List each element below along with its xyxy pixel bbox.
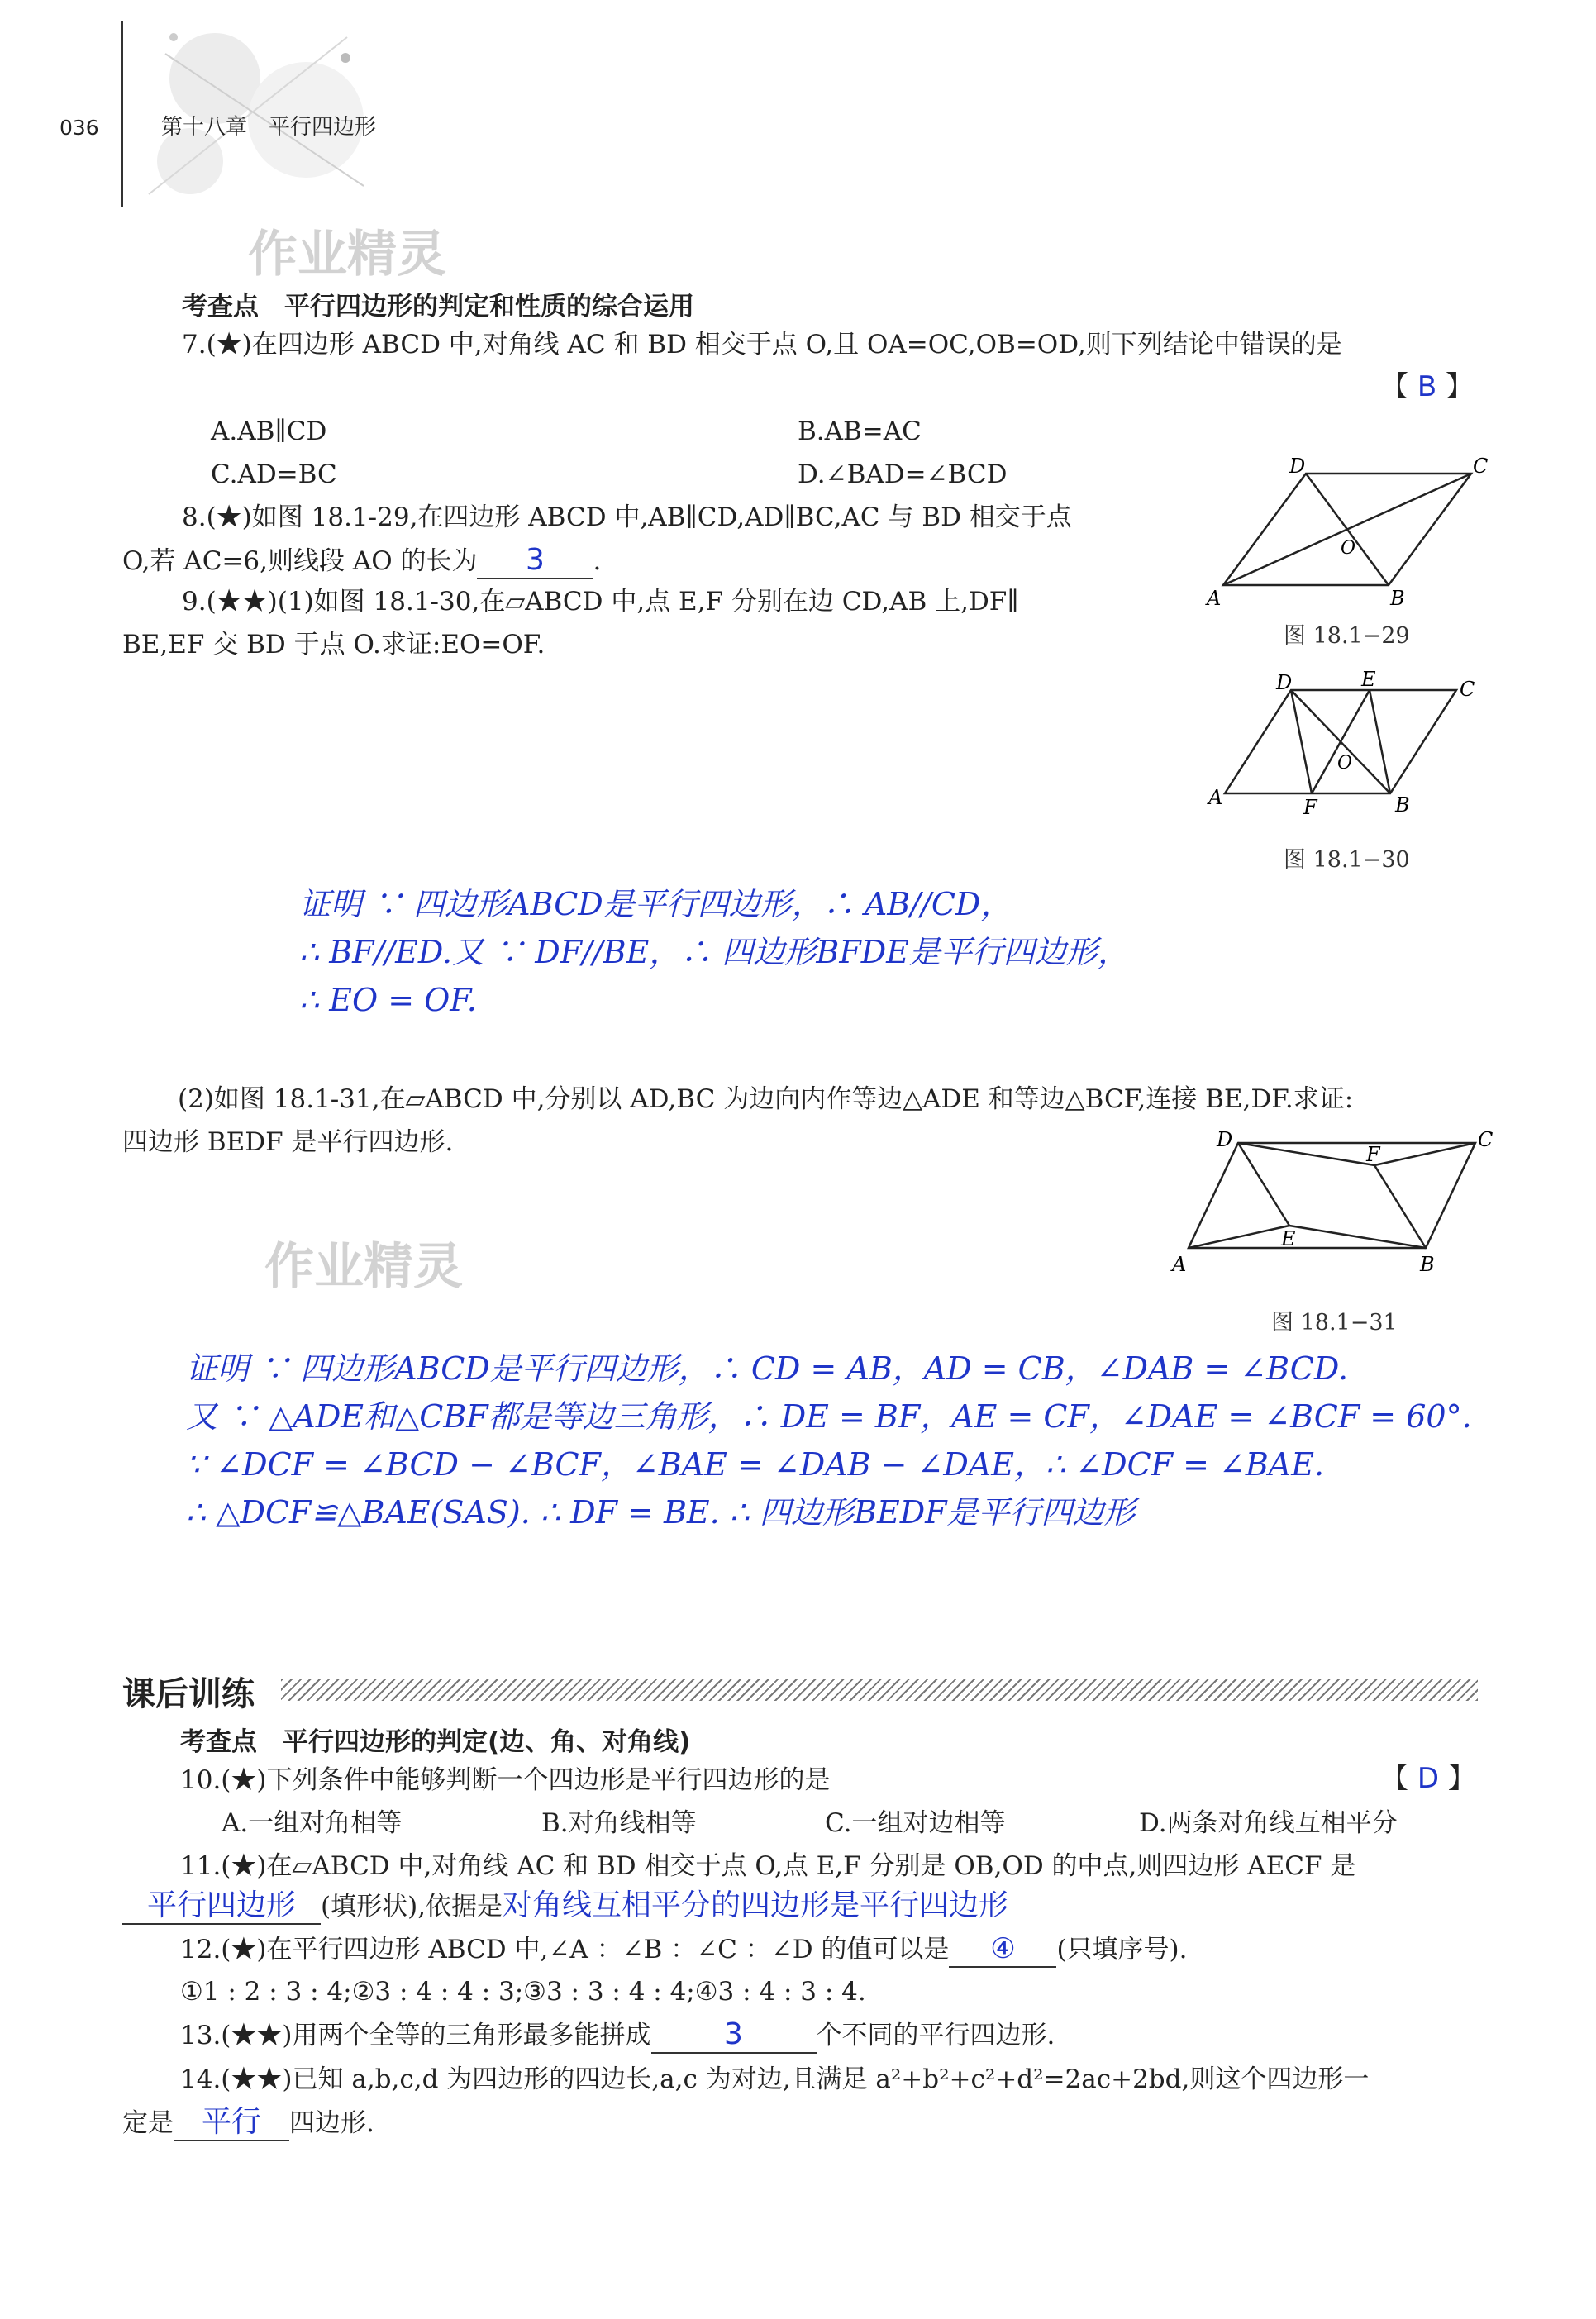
q7-answer: B [1417,370,1437,403]
q11-answer2: 对角线互相平分的四边形是平行四边形 [503,1888,1009,1922]
q14-suffix: 四边形. [289,2108,374,2138]
proof2-line3: ∵ ∠DCF = ∠BCD − ∠BCF，∠BAE = ∠DAB − ∠DAE，∴ ∠DCF = ∠BAE. [186,1446,1325,1483]
header-rule [121,21,123,207]
q14-prefix: 定是 [122,2108,174,2138]
fig31-caption: 图 18.1−31 [1271,1310,1398,1336]
q7-option-c: C.AD=BC [211,460,337,489]
fig31-label-a: A [1172,1253,1187,1276]
q13-suffix: 个不同的平行四边形. [816,2021,1055,2050]
q13-line [180,2018,1055,2054]
proof1-line3: ∴ EO = OF. [299,982,477,1018]
fig30-label-e: E [1361,668,1376,691]
fig31-segment-cf [1374,1143,1475,1165]
fig29-label-d: D [1289,455,1306,478]
fig29-label-c: C [1473,455,1489,478]
figure-18-1-29 [1207,453,1496,618]
fig30-label-f: F [1303,796,1317,819]
fig30-label-c: C [1460,678,1475,701]
q12-options: ①1 : 2 : 3 : 4;②3 : 4 : 4 : 3;③3 : 3 : 4 : 4;④3 : 4 : 3 : 4. [180,1977,866,2007]
q11-answer1: 平行四边形 [146,1888,296,1922]
q10-option-a: A.一组对角相等 [222,1808,403,1838]
q9-line1: 9.(★★)(1)如图 18.1-30,在▱ABCD 中,点 E,F 分别在边 CD,AB 上,DF∥ [182,587,1019,617]
q10-option-d: D.两条对角线互相平分 [1139,1808,1398,1838]
q8-line2: O,若 AC=6,则线段 AO 的长为 3 . [122,544,601,579]
q14-line2 [122,2106,374,2141]
fig30-segment-be [1370,690,1390,793]
fig30-label-b: B [1395,793,1410,817]
section2-hatch [281,1679,1478,1701]
fig29-label-a: A [1207,587,1222,610]
q9-line2: BE,EF 交 BD 于点 O.求证:EO=OF. [122,630,545,660]
q11-line2 [122,1889,1008,1925]
page-number: 036 [60,116,99,140]
fig29-label-b: B [1390,587,1405,610]
proof2-line4: ∴ △DCF≌△BAE(SAS). ∴ DF = BE. ∴ 四边形BEDF是平行四边形 [186,1494,1136,1531]
q7-stem: 7.(★)在四边形 ABCD 中,对角线 AC 和 BD 相交于点 O,且 OA=OC,OB=OD,则下列结论中错误的是 [182,330,1342,360]
q9-part2-line2: 四边形 BEDF 是平行四边形. [122,1127,454,1157]
q8-line2-text: O,若 AC=6,则线段 AO 的长为 [122,546,478,576]
fig31-segment-be [1289,1226,1426,1248]
q12-prefix: 12.(★)在平行四边形 ABCD 中,∠A ：∠B ：∠C ：∠D 的值可以是 [180,1935,950,1964]
watermark: 作业精灵 [248,226,446,283]
q11-mid: (填形状),依据是 [321,1892,503,1921]
fig30-label-o: O [1337,753,1353,774]
section-heading: 考查点 平行四边形的判定和性质的综合运用 [182,292,694,321]
q14-line1: 14.(★★)已知 a,b,c,d 为四边形的四边长,a,c 为对边,且满足 a²+b²+c²+d²=2ac+2bd,则这个四边形一 [180,2064,1370,2094]
q12-answer: ④ [990,1932,1016,1965]
q8-line1: 8.(★)如图 18.1-29,在四边形 ABCD 中,AB∥CD,AD∥BC,AC 与 BD 相交于点 [182,502,1072,532]
q7-option-a: A.AB∥CD [211,417,327,446]
fig29-label-o: O [1341,538,1356,559]
q12-suffix: (只填序号). [1056,1935,1188,1964]
q10-answer: D [1417,1762,1439,1795]
q10-stem: 10.(★)下列条件中能够判断一个四边形是平行四边形的是 [180,1765,831,1795]
section2-heading: 考查点 平行四边形的判定(边、角、对角线) [180,1727,691,1757]
fig31-segment-ae [1189,1226,1289,1248]
q7-option-d: D.∠BAD=∠BCD [798,460,1008,489]
fig31-label-f: F [1366,1143,1380,1166]
fig31-label-e: E [1281,1227,1296,1250]
figure-18-1-31 [1174,1128,1496,1281]
watermark-2: 作业精灵 [264,1238,463,1296]
q10-answer-box: 【 D 】 [1380,1762,1476,1795]
fig30-caption: 图 18.1−30 [1284,847,1410,873]
fig29-diagonal-bd [1306,474,1389,585]
q9-part2-line1: (2)如图 18.1-31,在▱ABCD 中,分别以 AD,BC 为边向内作等边△ADE 和等边△BCF,连接 BE,DF.求证: [178,1084,1354,1114]
q13-prefix: 13.(★★)用两个全等的三角形最多能拼成 [180,2021,651,2050]
q13-answer: 3 [724,2017,743,2051]
q10-option-b: B.对角线相等 [541,1808,697,1838]
fig31-segment-de [1238,1143,1289,1226]
section2-title: 课后训练 [122,1675,255,1713]
fig30-segment-df [1291,690,1312,793]
fig31-label-b: B [1420,1253,1435,1276]
fig31-segment-bf [1374,1165,1426,1248]
q11-line1: 11.(★)在▱ABCD 中,对角线 AC 和 BD 相交于点 O,点 E,F 分别是 OB,OD 的中点,则四边形 AECF 是 [180,1851,1356,1881]
proof1-line1: 证明 ∵ 四边形ABCD是平行四边形，∴ AB//CD， [299,886,1012,922]
fig31-segment-df [1238,1143,1374,1165]
q10-option-c: C.一组对边相等 [825,1808,1006,1838]
proof2-line2: 又 ∵ △ADE和△CBF都是等边三角形，∴ DE = BF，AE = CF，∠DAE = ∠BCF = 60°. [186,1398,1472,1435]
q14-answer: 平行 [201,2105,261,2139]
fig29-caption: 图 18.1−29 [1284,623,1410,649]
figure-18-1-30 [1207,669,1496,826]
q8-answer: 3 [526,543,545,577]
fig30-label-a: A [1208,786,1223,809]
fig30-label-d: D [1276,671,1293,694]
fig30-segment-ef [1312,690,1370,793]
fig31-label-c: C [1478,1128,1494,1151]
proof2-line1: 证明 ∵ 四边形ABCD是平行四边形，∴ CD = AB，AD = CB，∠DAB = ∠BCD. [186,1350,1349,1387]
proof1-line2: ∴ BF//ED.又 ∵ DF//BE，∴ 四边形BFDE是平行四边形， [299,934,1129,970]
fig31-label-d: D [1217,1128,1233,1151]
q7-answer-box: 【 B 】 [1380,370,1474,403]
chapter-title: 第十八章 平行四边形 [161,115,377,140]
q12-line1 [180,1932,1187,1968]
q7-option-b: B.AB=AC [798,417,922,446]
